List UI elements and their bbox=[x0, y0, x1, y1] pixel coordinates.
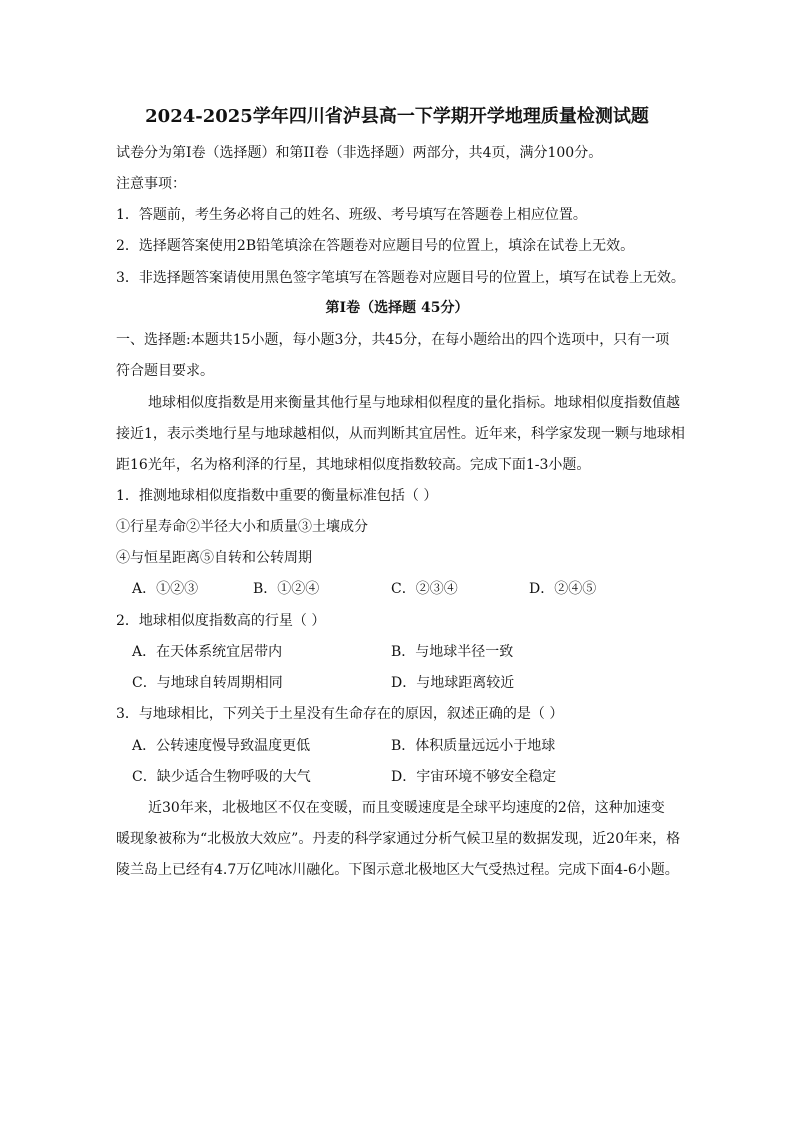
option-a: A．公转速度慢导致温度更低 bbox=[132, 738, 311, 754]
section-intro: 一、选择题:本题共15小题，每小题3分，共45分，在每小题给出的四个选项中，只有一项 bbox=[116, 332, 670, 348]
option-d: D．宇宙环境不够安全稳定 bbox=[391, 769, 557, 785]
passage-line: 地球相似度指数是用来衡量其他行星与地球相似程度的量化指标。地球相似度指数值越 bbox=[148, 395, 680, 411]
section-intro: 符合题目要求。 bbox=[116, 363, 214, 379]
notice-heading: 注意事项： bbox=[116, 176, 186, 192]
question-stem-2: 2．地球相似度指数高的行星（ ） bbox=[116, 613, 326, 629]
passage-line: 距16光年，名为格利泽的行星，其地球相似度指数较高。完成下面1-3小题。 bbox=[116, 457, 591, 473]
page-title: 2024-2025学年四川省泸县高一下学期开学地理质量检测试题 bbox=[145, 106, 649, 127]
passage-line: 陵兰岛上已经有4.7万亿吨冰川融化。下图示意北极地区大气受热过程。完成下面4-6小题。 bbox=[116, 862, 679, 878]
option-b: B．体积质量远远小于地球 bbox=[391, 738, 556, 754]
option-b: B．①②④ bbox=[253, 581, 320, 597]
question-item: ④与恒星距离⑤自转和公转周期 bbox=[116, 550, 312, 566]
option-d: D．与地球距离较近 bbox=[391, 675, 515, 691]
option-c: C．与地球自转周期相同 bbox=[132, 675, 283, 691]
option-a: A．①②③ bbox=[132, 581, 199, 597]
notice-item: 3．非选择题答案请使用黑色签字笔填写在答题卷对应题目号的位置上，填写在试卷上无效。 bbox=[116, 270, 685, 286]
option-c: C．缺少适合生物呼吸的大气 bbox=[132, 769, 311, 785]
passage-line: 接近1，表示类地行星与地球越相似，从而判断其宜居性。近年来，科学家发现一颗与地球相 bbox=[116, 426, 685, 442]
option-c: C．②③④ bbox=[391, 581, 458, 597]
question-item: ①行星寿命②半径大小和质量③土壤成分 bbox=[116, 519, 368, 535]
passage-line: 暖现象被称为“北极放大效应”。丹麦的科学家通过分析气候卫星的数据发现，近20年来，格 bbox=[116, 831, 681, 847]
option-a: A．在天体系统宜居带内 bbox=[132, 644, 283, 660]
passage-line: 近30年来，北极地区不仅在变暖，而且变暖速度是全球平均速度的2倍，这种加速变 bbox=[148, 800, 665, 816]
intro-text: 试卷分为第I卷（选择题）和第II卷（非选择题）两部分，共4页，满分100分。 bbox=[116, 145, 603, 161]
part1-title: 第I卷（选择题 45分） bbox=[325, 300, 469, 316]
option-d: D．②④⑤ bbox=[529, 581, 597, 597]
notice-item: 2．选择题答案使用2B铅笔填涂在答题卷对应题目号的位置上，填涂在试卷上无效。 bbox=[116, 238, 635, 254]
question-stem-1: 1．推测地球相似度指数中重要的衡量标准包括（ ） bbox=[116, 488, 438, 504]
option-b: B．与地球半径一致 bbox=[391, 644, 514, 660]
question-stem-3: 3．与地球相比，下列关于土星没有生命存在的原因，叙述正确的是（ ） bbox=[116, 706, 564, 722]
notice-item: 1．答题前，考生务必将自己的姓名、班级、考号填写在答题卷上相应位置。 bbox=[116, 207, 587, 223]
